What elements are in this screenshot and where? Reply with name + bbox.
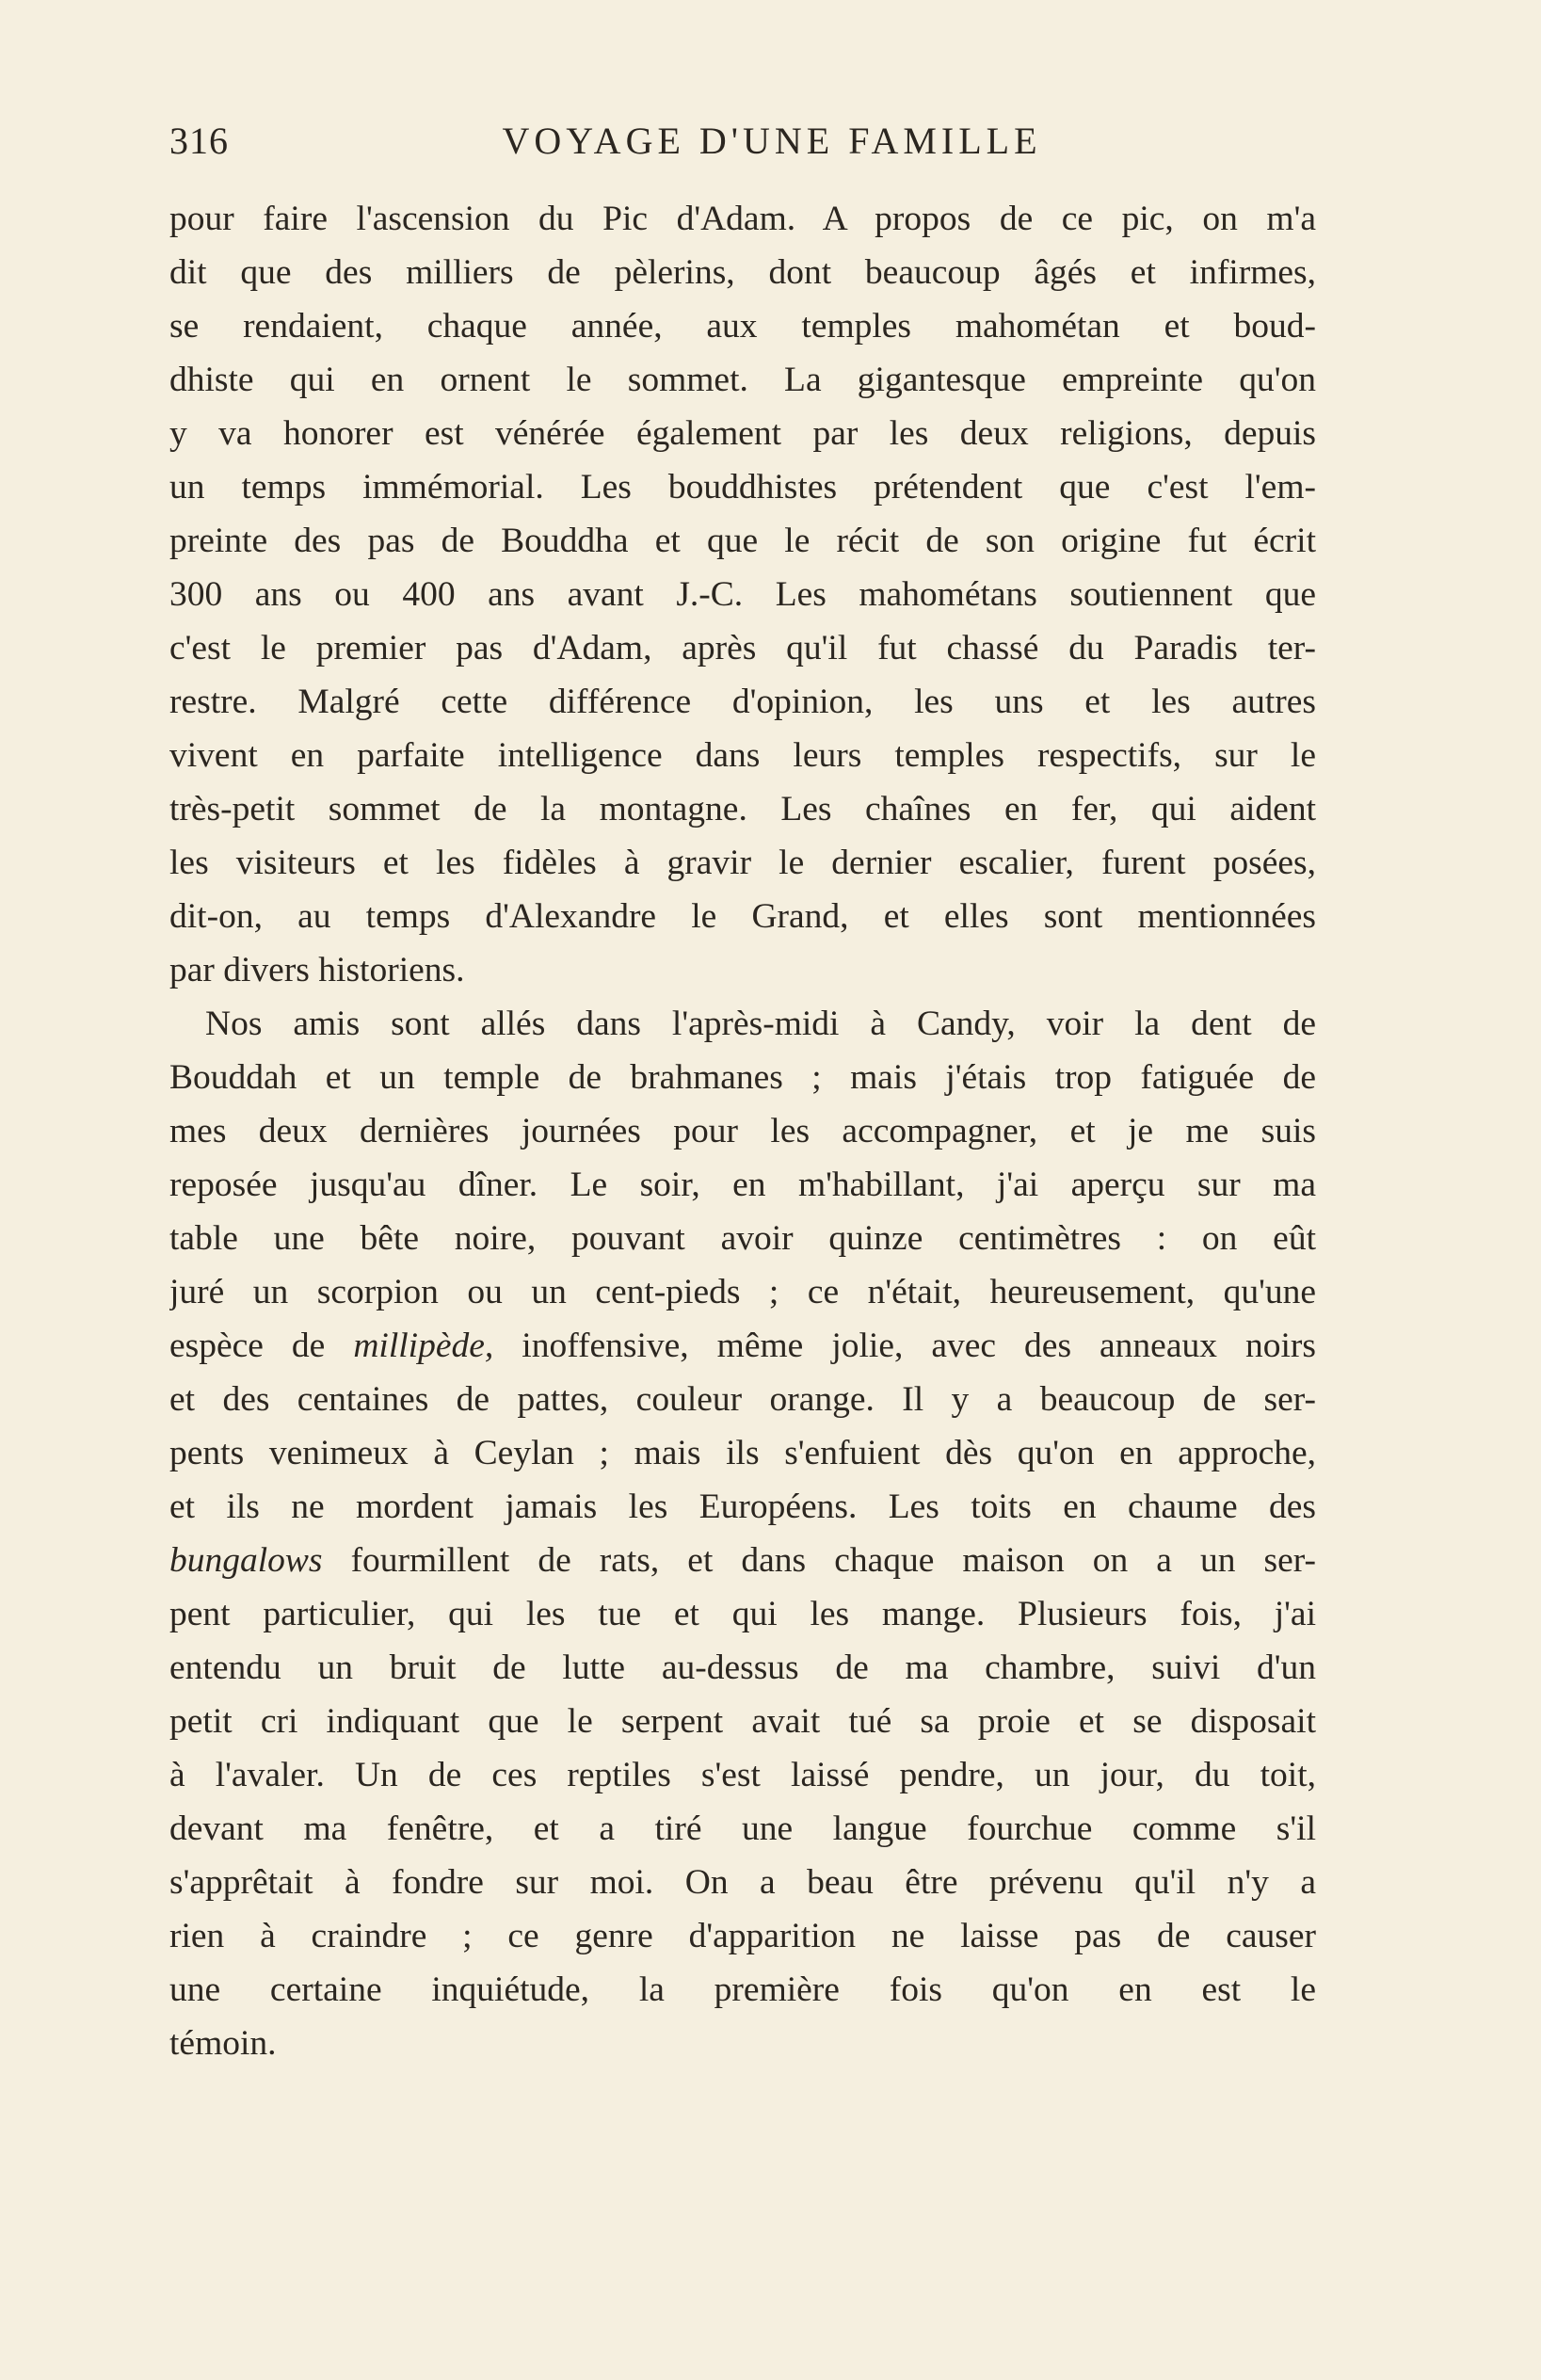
text-line: et ils ne mordent jamais les Européens. Les toits en chaume des — [169, 1488, 1316, 1526]
text-line-with-italic — [169, 1319, 1316, 1373]
text-line: les visiteurs et les fidèles à gravir le dernier escalier, furent posées, — [169, 844, 1316, 882]
text-line: une certaine inquiétude, la première fois qu'on en est le — [169, 1970, 1316, 2009]
text-fragment: fourmillent de rats, et dans chaque maison on a un ser- — [322, 1541, 1316, 1580]
text-line: mes deux dernières journées pour les accompagner, et je me suis — [169, 1112, 1316, 1150]
text-line: pents venimeux à Ceylan ; mais ils s'enfuient dès qu'on en approche, — [169, 1434, 1316, 1472]
italic-term-bungalows: bungalows — [169, 1541, 323, 1580]
text-line: et des centaines de pattes, couleur orange. Il y a beaucoup de ser- — [169, 1380, 1316, 1419]
text-line: restre. Malgré cette différence d'opinion, les uns et les autres — [169, 683, 1316, 721]
text-line: entendu un bruit de lutte au-dessus de ma chambre, suivi d'un — [169, 1648, 1316, 1687]
running-head — [169, 119, 1318, 175]
page-number: 316 — [169, 120, 229, 162]
text-line: s'apprêtait à fondre sur moi. On a beau être prévenu qu'il n'y a — [169, 1863, 1316, 1902]
text-line: pent particulier, qui les tue et qui les mange. Plusieurs fois, j'ai — [169, 1595, 1316, 1633]
text-line: Nos amis sont allés dans l'après-midi à Candy, voir la dent de — [205, 1005, 1316, 1043]
text-line: pour faire l'ascension du Pic d'Adam. A propos de ce pic, on m'a — [169, 200, 1316, 238]
body-text — [169, 192, 1316, 2070]
text-line: table une bête noire, pouvant avoir quinze centimètres : on eût — [169, 1219, 1316, 1258]
page-header-title: VOYAGE D'UNE FAMILLE — [502, 120, 1042, 162]
text-fragment: espèce de — [169, 1327, 354, 1365]
italic-term-millipede: millipède, — [353, 1327, 494, 1365]
text-line: un temps immémorial. Les bouddhistes prétendent que c'est l'em- — [169, 468, 1316, 507]
text-line: reposée jusqu'au dîner. Le soir, en m'habillant, j'ai aperçu sur ma — [169, 1166, 1316, 1204]
text-line: preinte des pas de Bouddha et que le récit de son origine fut écrit — [169, 522, 1316, 560]
text-line-with-italic — [169, 1534, 1316, 1587]
text-line: y va honorer est vénérée également par les deux religions, depuis — [169, 414, 1316, 453]
text-line: vivent en parfaite intelligence dans leurs temples respectifs, sur le — [169, 736, 1316, 775]
text-line: juré un scorpion ou un cent-pieds ; ce n'était, heureusement, qu'une — [169, 1273, 1316, 1311]
text-line: 300 ans ou 400 ans avant J.-C. Les mahométans soutiennent que — [169, 575, 1316, 614]
text-fragment: inoffensive, même jolie, avec des anneaux noirs — [493, 1327, 1316, 1365]
text-line: devant ma fenêtre, et a tiré une langue fourchue comme s'il — [169, 1809, 1316, 1848]
text-line: dit-on, au temps d'Alexandre le Grand, et elles sont mentionnées — [169, 897, 1316, 936]
text-line: se rendaient, chaque année, aux temples mahométan et boud- — [169, 307, 1316, 346]
text-line: à l'avaler. Un de ces reptiles s'est laissé pendre, un jour, du toit, — [169, 1756, 1316, 1794]
text-line: témoin. — [169, 2024, 277, 2063]
text-line: c'est le premier pas d'Adam, après qu'il fut chassé du Paradis ter- — [169, 629, 1316, 667]
text-line: Bouddah et un temple de brahmanes ; mais j'étais trop fatiguée de — [169, 1058, 1316, 1097]
text-line: rien à craindre ; ce genre d'apparition ne laisse pas de causer — [169, 1917, 1316, 1955]
text-line: très-petit sommet de la montagne. Les chaînes en fer, qui aident — [169, 790, 1316, 828]
text-line: dit que des milliers de pèlerins, dont beaucoup âgés et infirmes, — [169, 253, 1316, 292]
text-line: par divers historiens. — [169, 951, 465, 989]
text-line: dhiste qui en ornent le sommet. La gigantesque empreinte qu'on — [169, 361, 1316, 399]
text-line: petit cri indiquant que le serpent avait tué sa proie et se disposait — [169, 1702, 1316, 1741]
